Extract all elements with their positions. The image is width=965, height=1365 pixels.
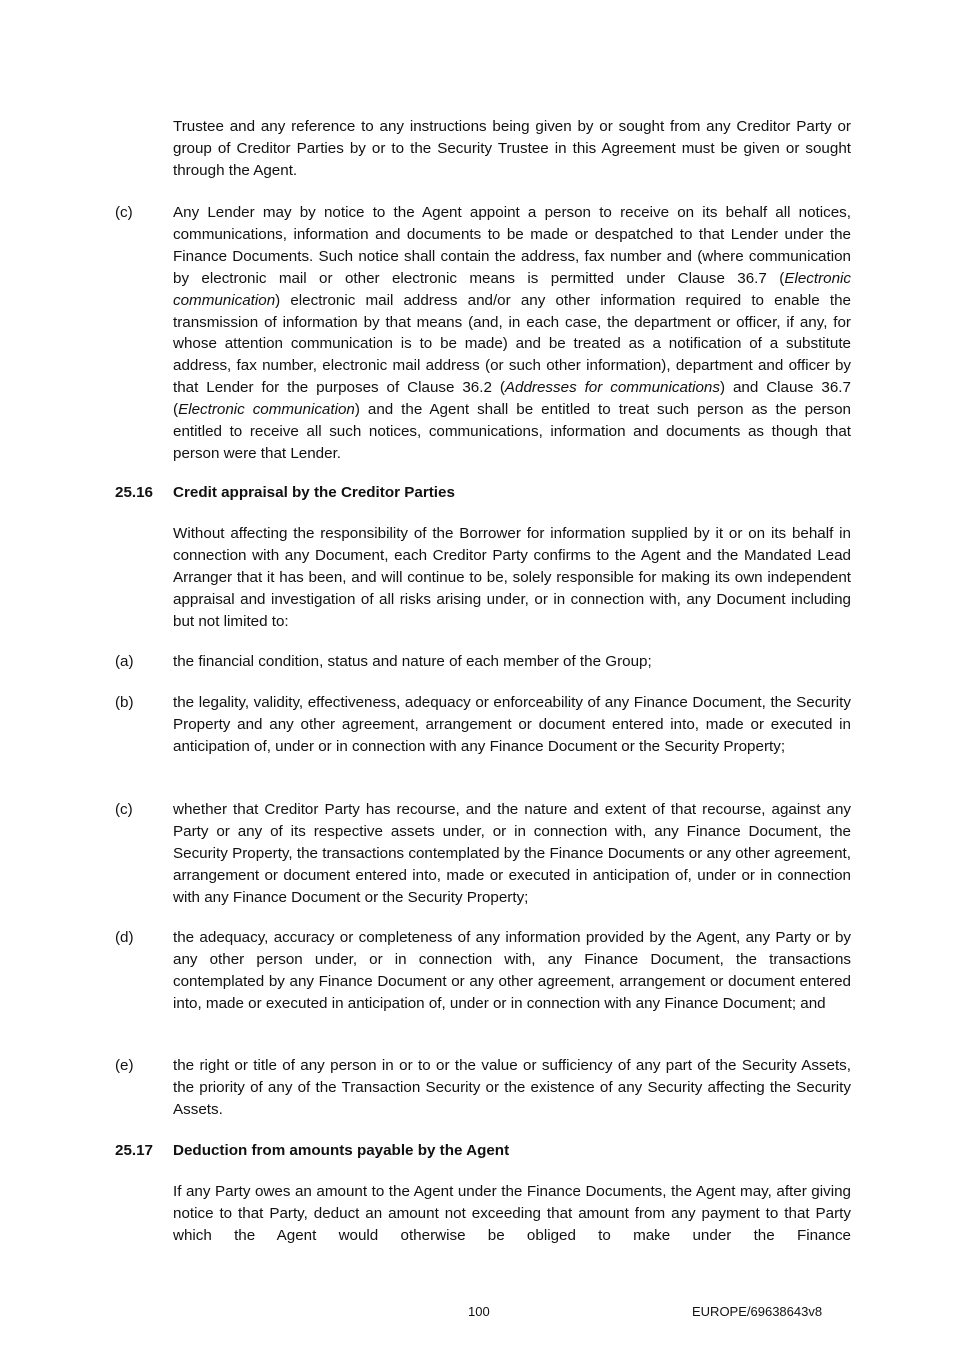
clause-c-paragraph (173, 202, 851, 465)
section-2516-title: Credit appraisal by the Creditor Parties (173, 484, 455, 501)
item-c-label: (c) (115, 801, 133, 818)
document-reference: EUROPE/69638643v8 (692, 1304, 823, 1319)
item-a-label: (a) (115, 653, 134, 670)
clause-c-text-3: ) and Clause 36.7 ( (173, 379, 851, 419)
item-e-label: (e) (115, 1057, 134, 1074)
clause-c-label: (c) (115, 204, 133, 221)
item-b-text: the legality, validity, effectiveness, adequacy or enforceability of any Finance Document, the Security Property and any other agreement, arrangement or document entered into, made or executed in anticipation of, under or in connection with any Finance Document or the Security Property; (173, 694, 851, 755)
clause-c-italic-3: Electronic communication (178, 401, 355, 419)
intro-paragraph: Trustee and any reference to any instructions being given by or sought from any Creditor Party or group of Creditor Parties by or to the Security Trustee in this Agreement must be given or sought through the Agent. (173, 118, 851, 179)
section-2517-body: If any Party owes an amount to the Agent under the Finance Documents, the Agent may, after giving notice to that Party, deduct an amount not exceeding that amount from any payment to that Party which the Agent would otherwise be obliged to make under the Finance (173, 1183, 851, 1244)
clause-c-italic-1: Electronic communication (173, 269, 851, 309)
section-2516-number: 25.16 (115, 484, 154, 501)
page-number: 100 (468, 1304, 490, 1319)
item-c-text: whether that Creditor Party has recourse, and the nature and extent of that recourse, against any Party or any of its respective assets under, or in connection with, any Finance Document, the Security Property, the transactions contemplated by the Finance Documents or any other agreement, arrangement or document entered into, made or executed in anticipation of, under or in connection with any Finance Document or the Security Property; (173, 801, 851, 906)
clause-c-italic-2: Addresses for communications (504, 379, 720, 397)
section-2517-title: Deduction from amounts payable by the Agent (173, 1142, 510, 1159)
section-2517-number: 25.17 (115, 1142, 154, 1159)
section-2516-body: Without affecting the responsibility of the Borrower for information supplied by it or on its behalf in connection with any Document, each Creditor Party confirms to the Agent and the Mandated Lead Arranger that it has been, and will continue to be, solely responsible for making its own independent appraisal and investigation of all risks arising under, or in connection with, any Document including but not limited to: (173, 525, 851, 630)
clause-c-text-2: ) electronic mail address and/or any other information required to enable the transmission of information by that means (and, in each case, the department or officer, if any, for whose attention communication is to be made) and be treated as a notification of a substitute address, fax number, electronic mail address (or such other information), department and officer by that Lender for the purposes of Clause 36.2 ( (173, 291, 851, 397)
item-a-text: the financial condition, status and nature of each member of the Group; (173, 653, 652, 670)
clause-c-text-1: Any Lender may by notice to the Agent appoint a person to receive on its behalf all notices, communications, information and documents to be made or despatched to that Lender under the Finance Documents. Such notice shall contain the address, fax number and (where communication by electronic mail or other electronic means is permitted under Clause 36.7 ( (173, 204, 851, 287)
item-b-label: (b) (115, 694, 134, 711)
item-e-text: the right or title of any person in or to or the value or sufficiency of any part of the Security Assets, the priority of any of the Transaction Security or the existence of any Security affecting the Security Assets. (173, 1057, 851, 1118)
item-d-label: (d) (115, 929, 134, 946)
clause-c-text-4: ) and the Agent shall be entitled to treat such person as the person entitled to receive all such notices, communications, information and documents as though that person were that Lender. (173, 401, 852, 462)
item-d-text: the adequacy, accuracy or completeness of any information provided by the Agent, any Party or by any other person under, or in connection with, any Finance Document, the transactions contemplated by any Finance Document or any other agreement, arrangement or document entered into, made or executed in anticipation of, under or in connection with any Finance Document; and (173, 929, 851, 1012)
